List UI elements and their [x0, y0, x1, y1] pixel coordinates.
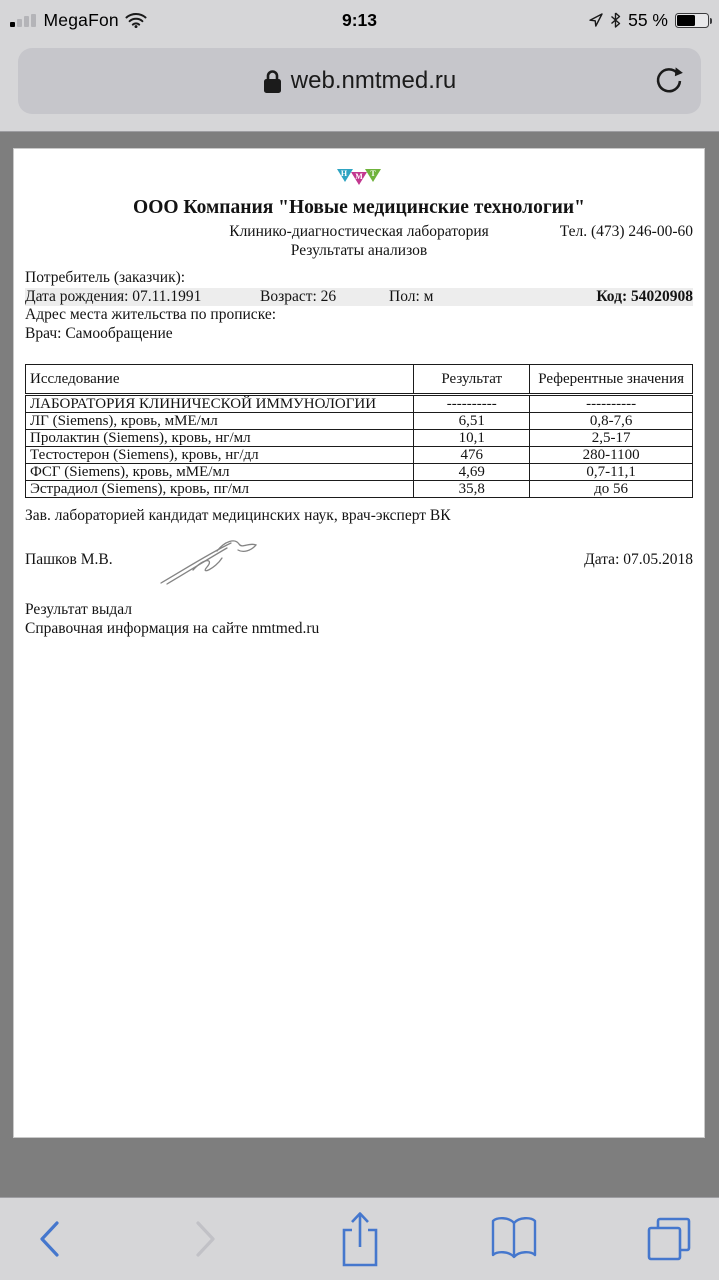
table-row: ЛГ (Siemens), кровь, мМЕ/мл 6,51 0,8-7,6	[26, 413, 693, 430]
col-header-study: Исследование	[26, 365, 414, 395]
browser-chrome	[0, 40, 719, 132]
birth-date: Дата рождения: 07.11.1991	[25, 287, 202, 305]
bluetooth-icon	[610, 12, 621, 28]
status-bar	[0, 0, 719, 40]
age: Возраст: 26	[260, 287, 337, 305]
svg-text:М: М	[355, 172, 363, 181]
patient-data-row	[25, 288, 693, 307]
clock: 9:13	[341, 9, 378, 30]
info-line: Справочная информация на сайте nmtmed.ru	[25, 620, 320, 637]
patient-code: Код: 54020908	[596, 287, 693, 305]
tabs-icon	[645, 1215, 693, 1263]
bookmarks-icon	[488, 1215, 540, 1263]
forward-icon	[193, 1220, 217, 1258]
col-header-result: Результат	[414, 365, 530, 395]
lock-icon	[263, 69, 282, 94]
logo-nmt	[25, 166, 693, 190]
battery-icon	[675, 13, 709, 28]
document-page	[13, 148, 705, 1138]
tabs-button[interactable]	[643, 1207, 695, 1271]
phone-number: Тел. (473) 246-00-60	[559, 223, 693, 240]
issued-line: Результат выдал	[25, 601, 133, 618]
table-row: Тестостерон (Siemens), кровь, нг/дл 476 280-1100	[26, 447, 693, 464]
sex: Пол: м	[389, 287, 434, 305]
back-button[interactable]	[24, 1207, 76, 1271]
reload-button[interactable]	[651, 63, 687, 99]
svg-text:Н: Н	[340, 169, 348, 178]
battery-percent-label: 55 %	[628, 9, 668, 30]
table-row: ФСГ (Siemens), кровь, мМЕ/мл 4,69 0,7-11,1	[26, 464, 693, 481]
back-icon	[38, 1220, 62, 1258]
bookmarks-button[interactable]	[488, 1207, 540, 1271]
share-button[interactable]	[334, 1207, 386, 1271]
share-icon	[337, 1209, 383, 1269]
table-row: Пролактин (Siemens), кровь, нг/мл 10,1 2,5-17	[26, 430, 693, 447]
safari-toolbar	[0, 1197, 719, 1280]
address-bar[interactable]	[18, 48, 701, 114]
table-header-row	[26, 365, 693, 395]
address-label: Адрес места жительства по прописке:	[25, 306, 277, 323]
wifi-icon	[125, 12, 147, 28]
col-header-reference: Референтные значения	[530, 365, 693, 395]
location-arrow-icon	[589, 13, 603, 27]
results-table	[25, 364, 693, 498]
company-name: ООО Компания "Новые медицинские технологии"	[133, 197, 585, 218]
forward-button[interactable]	[179, 1207, 231, 1271]
report-date: Дата: 07.05.2018	[584, 551, 693, 568]
lab-name: Клинико-диагностическая лаборатория	[229, 223, 489, 240]
carrier-label: MegaFon	[43, 9, 119, 30]
table-row: Эстрадиол (Siemens), кровь, пг/мл 35,8 до 56	[26, 481, 693, 498]
svg-text:Т: Т	[370, 169, 376, 178]
lab-head-title: Зав. лабораторией кандидат медицинских наук, врач-эксперт ВК	[25, 507, 451, 524]
doctor-field: Врач: Самообращение	[25, 324, 173, 342]
table-row: ЛАБОРАТОРИЯ КЛИНИЧЕСКОЙ ИММУНОЛОГИИ ---------- ----------	[26, 395, 693, 413]
url-text: web.nmtmed.ru	[290, 67, 457, 94]
report-title: Результаты анализов	[290, 242, 428, 259]
customer-label: Потребитель (заказчик):	[25, 269, 186, 286]
doctor-name: Пашков М.В.	[25, 551, 113, 568]
page-background	[0, 133, 719, 1197]
signature-mark	[155, 529, 265, 596]
signal-strength-icon	[10, 14, 36, 27]
